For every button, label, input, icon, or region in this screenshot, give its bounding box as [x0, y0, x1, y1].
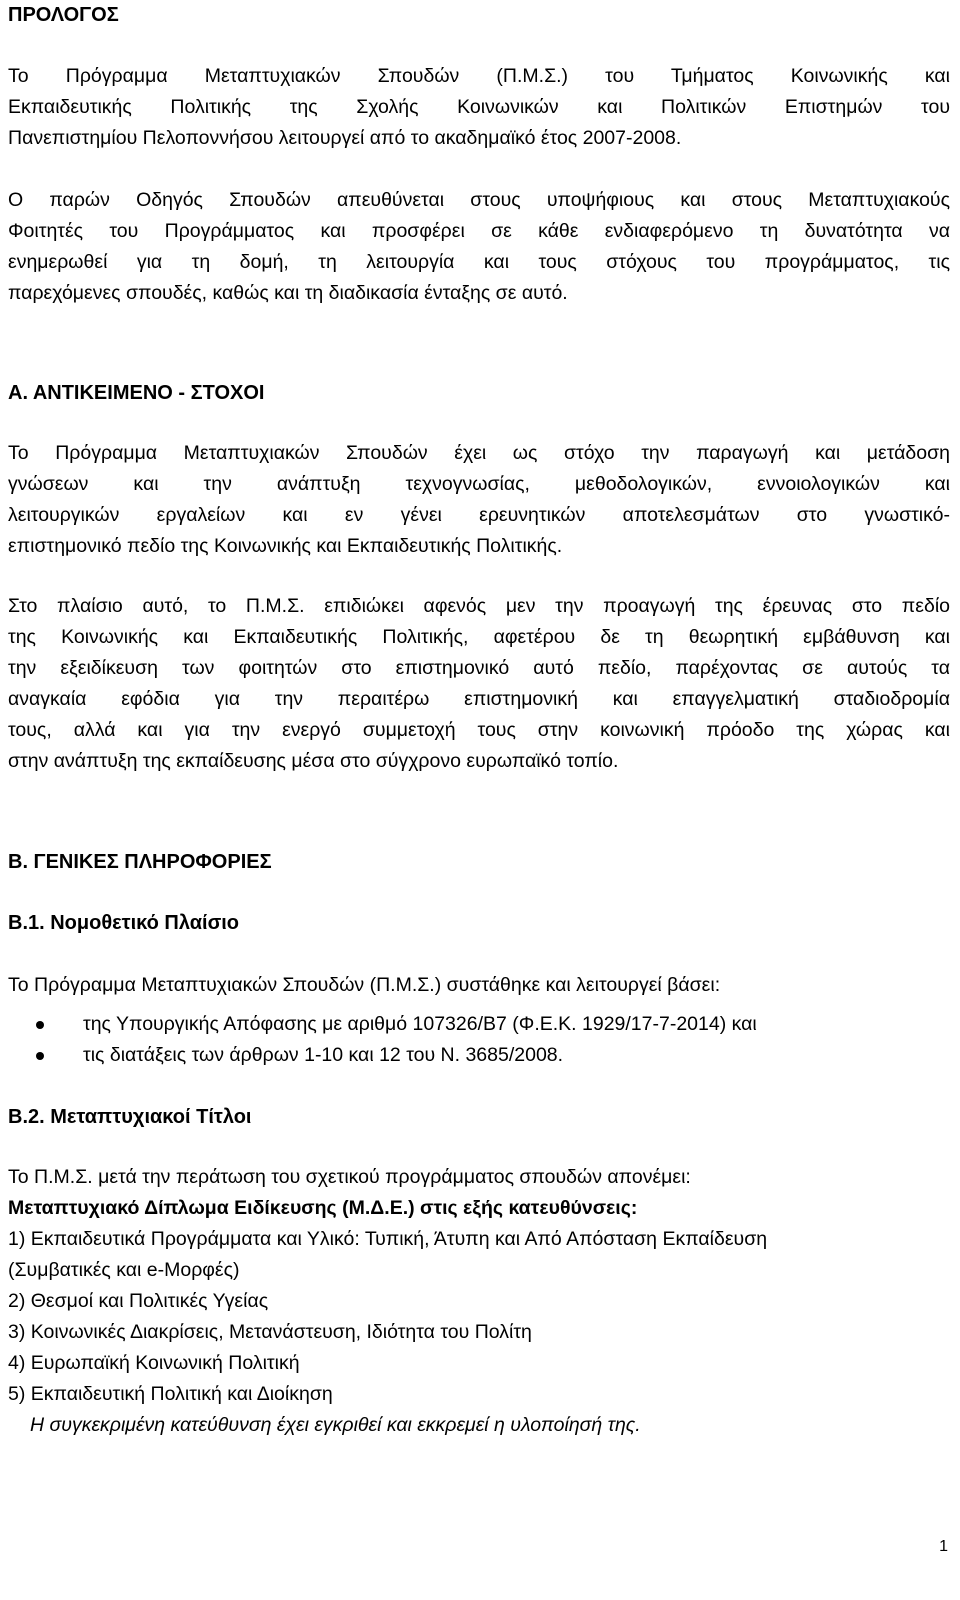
list-item [8, 1040, 950, 1071]
text-line: Το Π.Μ.Σ. μετά την περάτωση του σχετικού προγράμματος σπουδών απονέμει: [8, 1166, 691, 1188]
text-line: παρεχόμενες σπουδές, καθώς και τη διαδικασία ένταξης σε αυτό. [8, 282, 568, 304]
document-title: ΠΡΟΛΟΓΟΣ [8, 4, 119, 26]
text-line: στην ανάπτυξη της εκπαίδευσης μέσα στο σύγχρονο ευρωπαϊκό τοπίο. [8, 750, 619, 772]
text-line: επιστημονικό πεδίο της Κοινωνικής και Εκπαιδευτικής Πολιτικής. [8, 535, 563, 557]
text-line: Το Πρόγραμμα Μεταπτυχιακών Σπουδών (Π.Μ.Σ.) του Τμήματος Κοινωνικής και [8, 65, 950, 87]
direction-item: 4) Ευρωπαϊκή Κοινωνική Πολιτική [8, 1352, 300, 1374]
list-item-text: της Υπουργικής Απόφασης με αριθμό 107326/Β7 (Φ.Ε.Κ. 1929/17-7-2014) και [83, 1013, 757, 1035]
section-b1-lead [8, 970, 950, 1001]
text-line: την εξειδίκευση των φοιτητών στο επιστημονικό αυτό πεδίο, παρέχοντας σε αυτούς τα [8, 657, 950, 679]
intro-paragraph-1 [8, 61, 950, 154]
section-a-paragraph-1 [8, 438, 950, 562]
direction-item: 2) Θεσμοί και Πολιτικές Υγείας [8, 1290, 269, 1312]
text-line: τους, αλλά και για την ενεργό συμμετοχή τους στην κοινωνική πρόοδο της χώρας και [8, 719, 950, 741]
direction-item: 5) Εκπαιδευτική Πολιτική και Διοίκηση [8, 1383, 333, 1405]
list-item-text: τις διατάξεις των άρθρων 1-10 και 12 του Ν. 3685/2008. [83, 1044, 564, 1066]
text-line: λειτουργικών εργαλείων και εν γένει ερευνητικών αποτελεσμάτων στο γνωστικό- [8, 504, 950, 526]
section-b1-heading: Β.1. Νομοθετικό Πλαίσιο [8, 912, 240, 934]
direction-note: Η συγκεκριμένη κατεύθυνση έχει εγκριθεί και εκκρεμεί η υλοποίησή της. [30, 1414, 641, 1436]
section-a-heading: Α. ΑΝΤΙΚΕΙΜΕΝΟ - ΣΤΟΧΟΙ [8, 382, 265, 404]
text-line: Φοιτητές του Προγράμματος και προσφέρει σε κάθε ενδιαφερόμενο τη δυνατότητα να [8, 220, 950, 242]
text-line: Πανεπιστημίου Πελοποννήσου λειτουργεί από το ακαδημαϊκό έτος 2007-2008. [8, 127, 682, 149]
text-line: αναγκαία εφόδια για την περαιτέρω επιστημονική και επαγγελματική σταδιοδρομία [8, 688, 950, 710]
bullet-icon [36, 1052, 44, 1060]
section-a-paragraph-2 [8, 591, 950, 777]
bullet-icon [36, 1021, 44, 1029]
section-b2-content [8, 1162, 950, 1441]
direction-item: (Συμβατικές και e-Μορφές) [8, 1259, 240, 1281]
text-line: της Κοινωνικής και Εκπαιδευτικής Πολιτικής, αφετέρου δε τη θεωρητική εμβάθυνση και [8, 626, 950, 648]
text-line: γνώσεων και την ανάπτυξη τεχνογνωσίας, μεθοδολογικών, εννοιολογικών και [8, 473, 950, 495]
intro-paragraph-2 [8, 185, 950, 309]
text-line: ενημερωθεί για τη δομή, τη λειτουργία και τους στόχους του προγράμματος, τις [8, 251, 950, 273]
text-line: Το Πρόγραμμα Μεταπτυχιακών Σπουδών (Π.Μ.Σ.) συστάθηκε και λειτουργεί βάσει: [8, 974, 721, 996]
section-b2-heading: Β.2. Μεταπτυχιακοί Τίτλοι [8, 1106, 252, 1128]
text-line: Ο παρών Οδηγός Σπουδών απευθύνεται στους υποψήφιους και στους Μεταπτυχιακούς [8, 189, 950, 211]
direction-item: 1) Εκπαιδευτικά Προγράμματα και Υλικό: Τυπική, Άτυπη και Από Απόσταση Εκπαίδευση [8, 1228, 768, 1250]
section-b-heading: Β. ΓΕΝΙΚΕΣ ΠΛΗΡΟΦΟΡΙΕΣ [8, 851, 272, 873]
text-line: Στο πλαίσιο αυτό, το Π.Μ.Σ. επιδιώκει αφενός μεν την προαγωγή της έρευνας στο πεδίο [8, 595, 950, 617]
list-item [8, 1009, 950, 1040]
direction-item: 3) Κοινωνικές Διακρίσεις, Μετανάστευση, Ιδιότητα του Πολίτη [8, 1321, 532, 1343]
page-number: 1 [939, 1538, 948, 1555]
text-line: Το Πρόγραμμα Μεταπτυχιακών Σπουδών έχει ως στόχο την παραγωγή και μετάδοση [8, 442, 950, 464]
legal-basis-list [8, 1009, 950, 1071]
text-line: Εκπαιδευτικής Πολιτικής της Σχολής Κοινωνικών και Πολιτικών Επιστημών του [8, 96, 950, 118]
degree-line: Μεταπτυχιακό Δίπλωμα Ειδίκευσης (Μ.Δ.Ε.) στις εξής κατευθύνσεις: [8, 1197, 638, 1219]
